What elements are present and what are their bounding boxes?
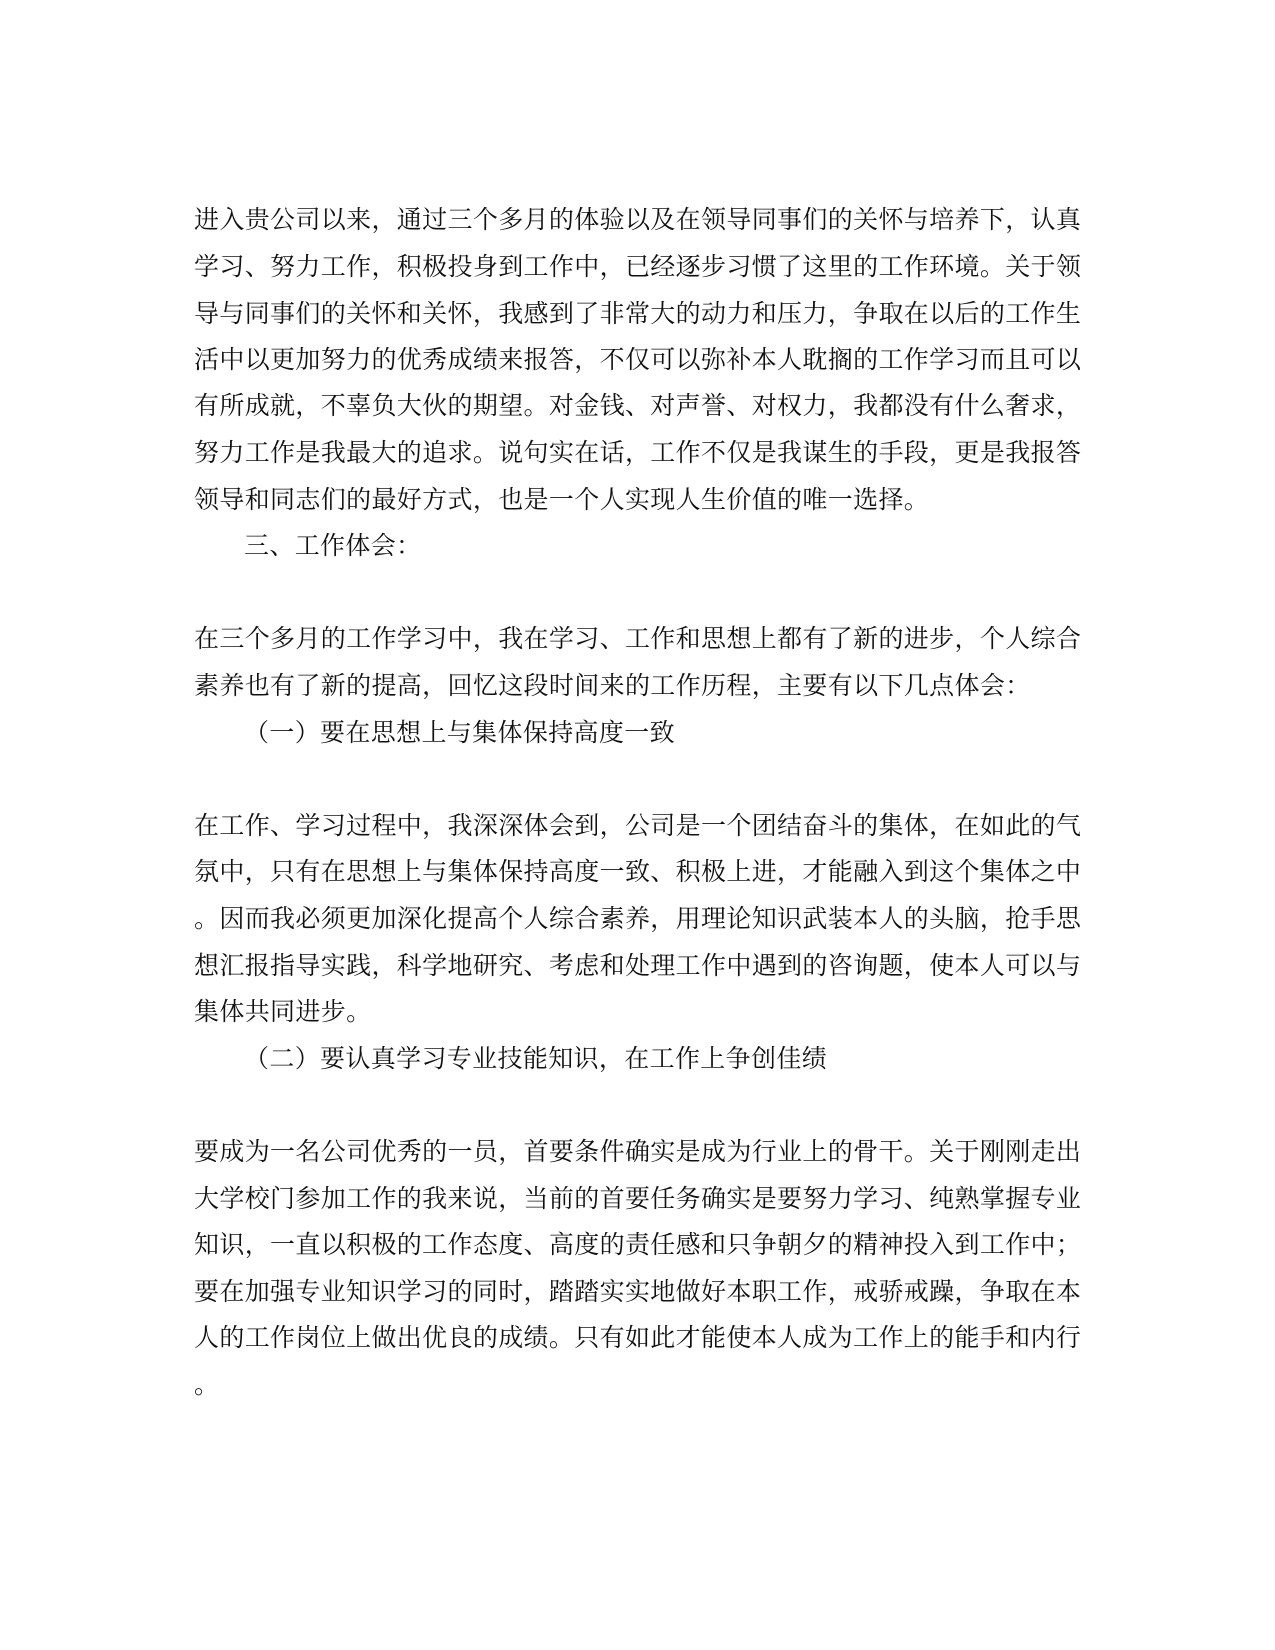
paragraph-3-line-4: 想汇报指导实践，科学地研究、考虑和处理工作中遇到的咨询题，使本人可以与 [194, 951, 1082, 980]
paragraph-1-line-6: 努力工作是我最大的追求。说句实在话，工作不仅是我谋生的手段，更是我报答 [194, 438, 1082, 467]
paragraph-1-line-3: 导与同事们的关怀和关怀，我感到了非常大的动力和压力，争取在以后的工作生 [194, 299, 1082, 328]
paragraph-4-line-3: 知识，一直以积极的工作态度、高度的责任感和只争朝夕的精神投入到工作中； [194, 1230, 1082, 1259]
paragraph-1-line-4: 活中以更加努力的优秀成绩来报答，不仅可以弥补本人耽搁的工作学习而且可以 [194, 345, 1082, 374]
subheading-2: （二）要认真学习专业技能知识，在工作上争创佳绩 [244, 1044, 828, 1073]
paragraph-4-line-2: 大学校门参加工作的我来说，当前的首要任务确实是要努力学习、纯熟掌握专业 [194, 1184, 1082, 1213]
paragraph-4-line-1: 要成为一名公司优秀的一员，首要条件确实是成为行业上的骨干。关于刚刚走出 [194, 1137, 1082, 1166]
section-heading-work-experience: 三、工作体会： [244, 531, 422, 560]
paragraph-2-line-1: 在三个多月的工作学习中，我在学习、工作和思想上都有了新的进步，个人综合 [194, 624, 1082, 653]
paragraph-1-line-5: 有所成就，不辜负大伙的期望。对金钱、对声誉、对权力，我都没有什么奢求， [194, 391, 1082, 420]
paragraph-3-line-1: 在工作、学习过程中，我深深体会到，公司是一个团结奋斗的集体，在如此的气 [194, 811, 1082, 840]
paragraph-4-line-5: 人的工作岗位上做出优良的成绩。只有如此才能使本人成为工作上的能手和内行 [194, 1323, 1082, 1352]
paragraph-1-line-7: 领导和同志们的最好方式，也是一个人实现人生价值的唯一选择。 [194, 485, 930, 514]
paragraph-1-line-2: 学习、努力工作，积极投身到工作中，已经逐步习惯了这里的工作环境。关于领 [194, 252, 1082, 281]
paragraph-3-line-3: 。因而我必须更加深化提高个人综合素养，用理论知识武装本人的头脑，抢手思 [194, 904, 1082, 933]
paragraph-4-line-6: 。 [194, 1370, 220, 1399]
subheading-1: （一）要在思想上与集体保持高度一致 [244, 718, 675, 747]
paragraph-3-line-2: 氛中，只有在思想上与集体保持高度一致、积极上进，才能融入到这个集体之中 [194, 857, 1082, 886]
paragraph-4-line-4: 要在加强专业知识学习的同时，踏踏实实地做好本职工作，戒骄戒躁，争取在本 [194, 1277, 1082, 1306]
paragraph-1-line-1: 进入贵公司以来，通过三个多月的体验以及在领导同事们的关怀与培养下，认真 [194, 205, 1082, 234]
paragraph-2-line-2: 素养也有了新的提高，回忆这段时间来的工作历程，主要有以下几点体会： [194, 671, 1031, 700]
paragraph-3-line-5: 集体共同进步。 [194, 997, 372, 1026]
